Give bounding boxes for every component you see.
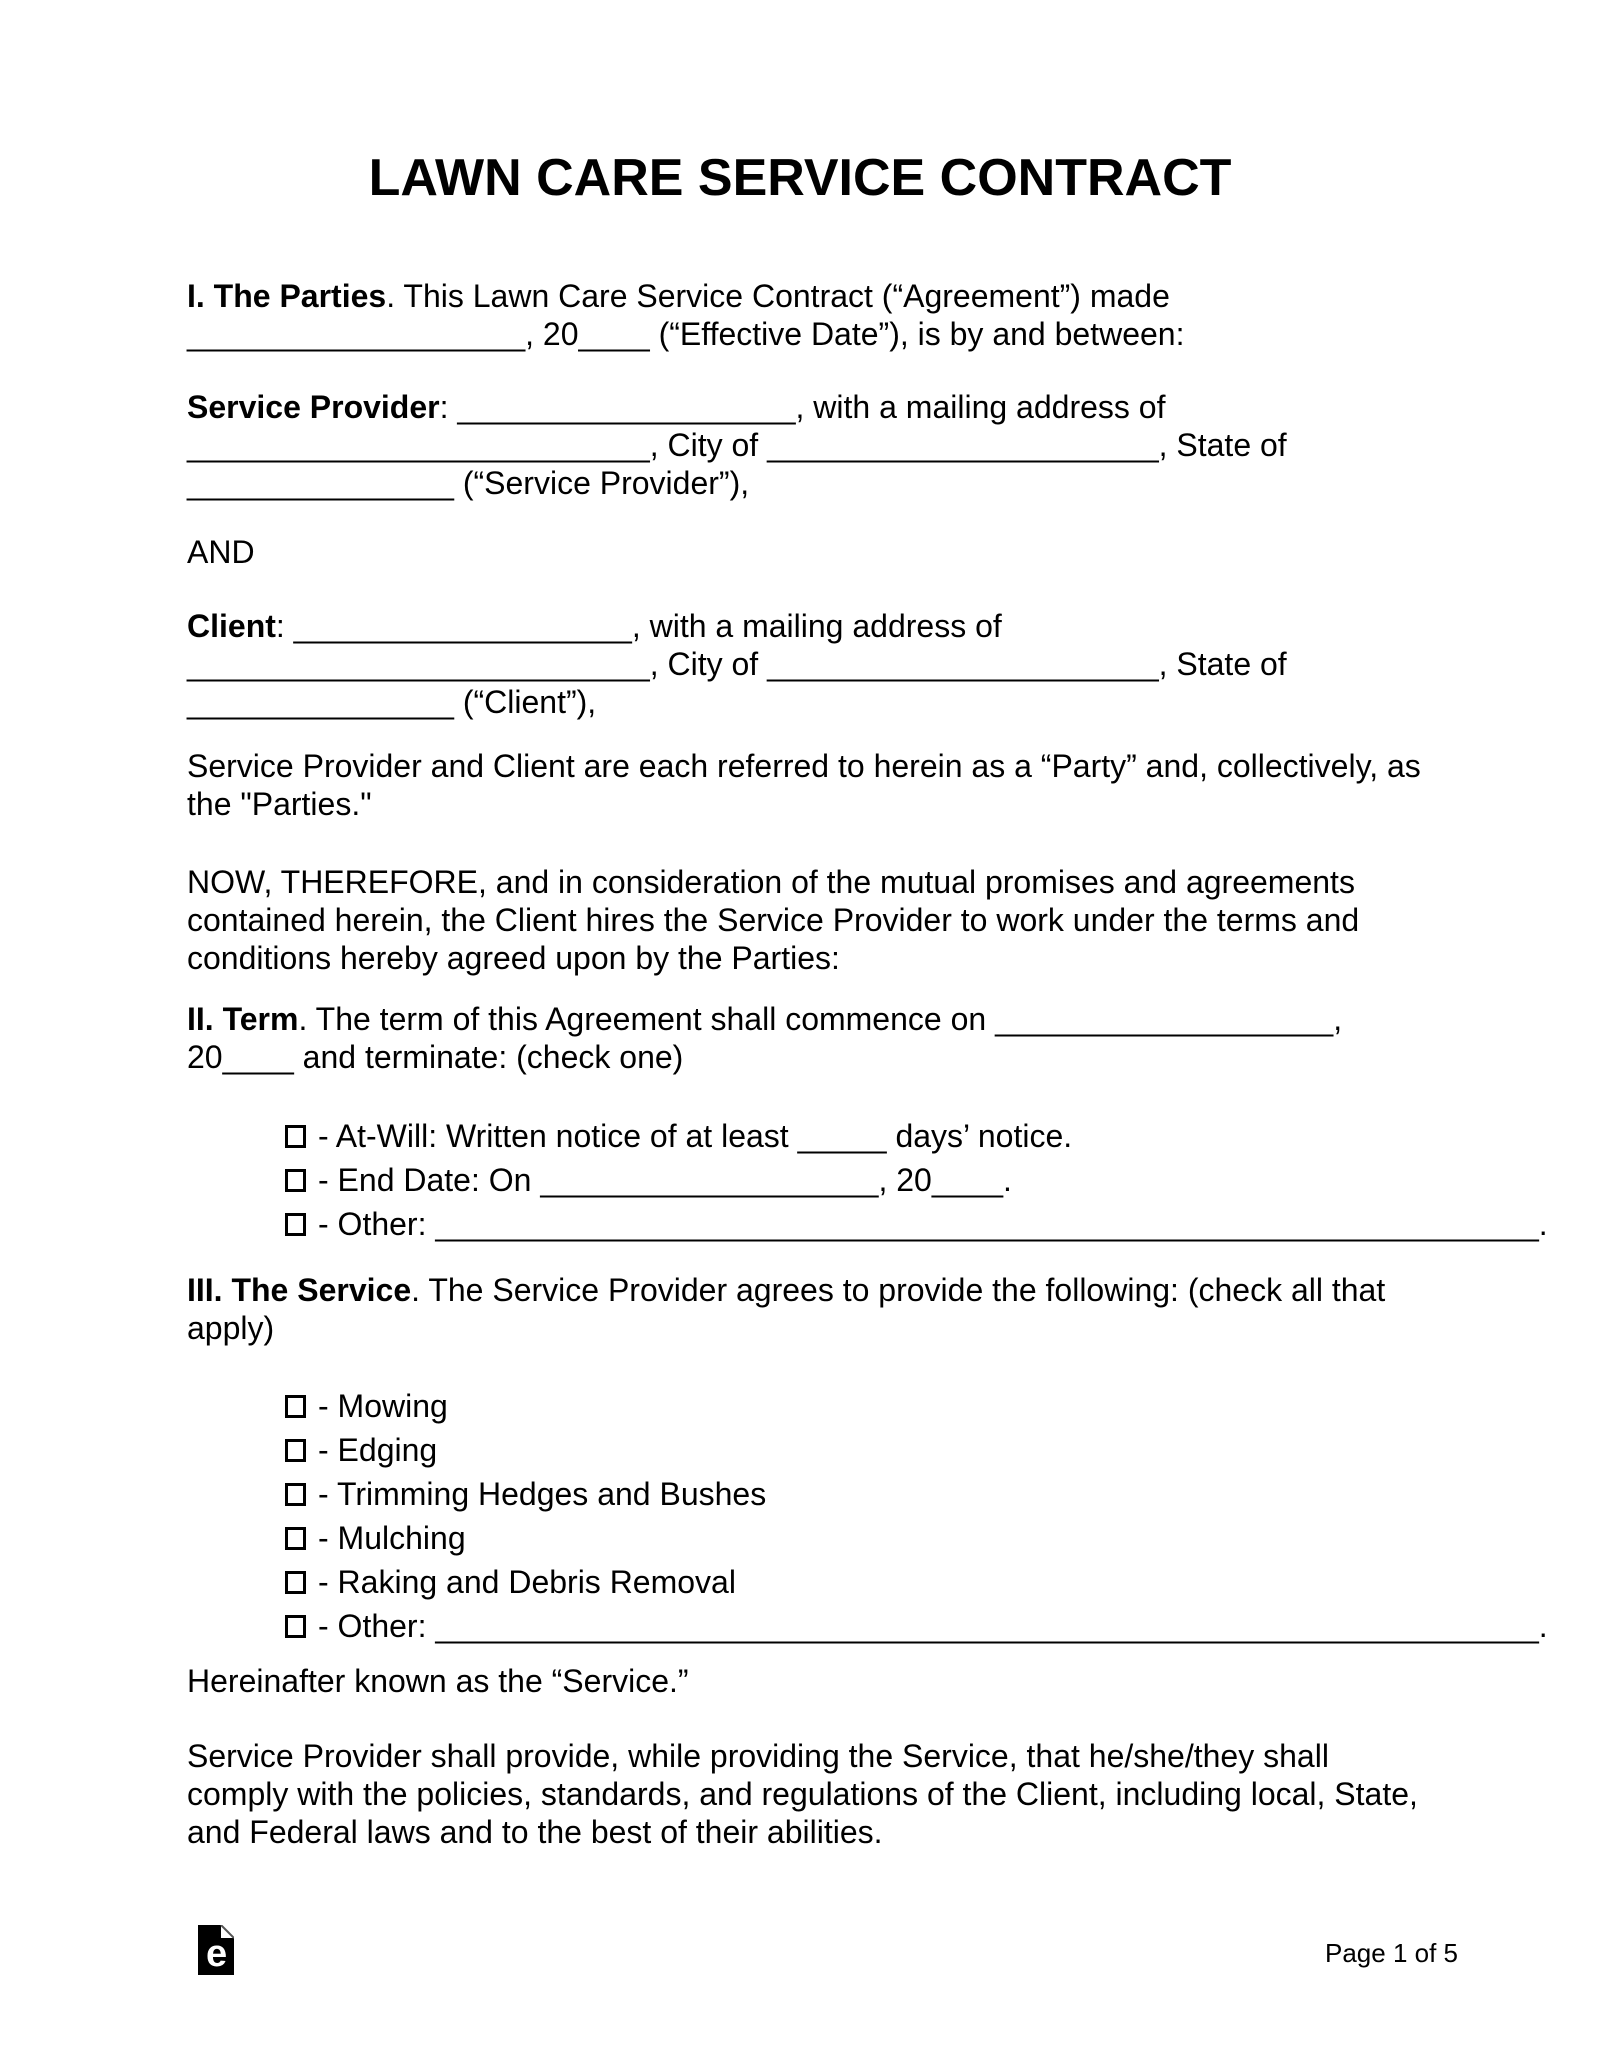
- text-run: : ___________________, with a mailing address of: [439, 389, 1166, 425]
- checkbox-icon[interactable]: [285, 1213, 306, 1236]
- section-service-provider: [187, 388, 1287, 502]
- text-run: . This Lawn Care Service Contract (“Agreement”) made: [386, 278, 1170, 314]
- text-line: contained herein, the Client hires the Service Provider to work under the terms and: [187, 902, 1360, 938]
- text-line: [187, 1000, 1342, 1038]
- logo-letter: e: [206, 1933, 228, 1975]
- text-line: [187, 607, 1287, 645]
- paragraph-party-clause: [187, 747, 1421, 823]
- page-title: LAWN CARE SERVICE CONTRACT: [368, 149, 1232, 207]
- text-line: [187, 388, 1287, 426]
- service-option-trimming: [285, 1472, 1548, 1516]
- checkbox-icon[interactable]: [285, 1483, 306, 1506]
- text-line: Hereinafter known as the “Service.”: [187, 1663, 689, 1699]
- checkbox-icon[interactable]: [285, 1169, 306, 1192]
- text-line: __________________________, City of ______________________, State of: [187, 427, 1287, 463]
- text-line: Service Provider and Client are each referred to herein as a “Party” and, collectively, as: [187, 748, 1421, 784]
- text-line: ___________________, 20____ (“Effective Date”), is by and between:: [187, 316, 1185, 352]
- checkbox-icon[interactable]: [285, 1527, 306, 1550]
- text-line: conditions hereby agreed upon by the Parties:: [187, 940, 840, 976]
- section-term: [187, 1000, 1342, 1076]
- service-option-mowing: [285, 1384, 1548, 1428]
- section-parties-heading: I. The Parties: [187, 278, 387, 314]
- service-options-list: [285, 1384, 1548, 1648]
- text-line: the "Parties.": [187, 786, 372, 822]
- text-line: apply): [187, 1310, 275, 1346]
- text-line: 20____ and terminate: (check one): [187, 1039, 684, 1075]
- text-run: . The term of this Agreement shall commence on ___________________,: [298, 1001, 1343, 1037]
- paragraph-compliance: [187, 1737, 1418, 1851]
- service-option-other: [285, 1604, 1548, 1648]
- service-option-label: - Edging: [318, 1432, 438, 1468]
- text-line: __________________________, City of ______________________, State of: [187, 646, 1287, 682]
- term-option-at-will: [285, 1114, 1548, 1158]
- term-option-label: - End Date: On ___________________, 20____.: [318, 1162, 1012, 1198]
- text-line: _______________ (“Service Provider”),: [187, 465, 750, 501]
- text-line: and Federal laws and to the best of their abilities.: [187, 1814, 883, 1850]
- service-provider-heading: Service Provider: [187, 389, 440, 425]
- text-line: comply with the policies, standards, and regulations of the Client, including local, State,: [187, 1776, 1418, 1812]
- term-option-end-date: [285, 1158, 1548, 1202]
- paragraph-now-therefore: [187, 863, 1359, 977]
- section-client: [187, 607, 1287, 721]
- checkbox-icon[interactable]: [285, 1125, 306, 1148]
- client-heading: Client: [187, 608, 276, 644]
- checkbox-icon[interactable]: [285, 1615, 306, 1638]
- service-option-label: - Trimming Hedges and Bushes: [318, 1476, 767, 1512]
- text-line: Service Provider shall provide, while providing the Service, that he/she/they shall: [187, 1738, 1329, 1774]
- checkbox-icon[interactable]: [285, 1395, 306, 1418]
- term-option-label: - At-Will: Written notice of at least _____ days’ notice.: [318, 1118, 1073, 1154]
- conjunction-and: [187, 533, 255, 571]
- service-option-label: - Other: ______________________________________________________________.: [318, 1608, 1548, 1644]
- section-parties: [187, 277, 1184, 353]
- text-line: [187, 1271, 1385, 1309]
- section-service: [187, 1271, 1385, 1347]
- text-line: [187, 277, 1184, 315]
- text-line: NOW, THEREFORE, and in consideration of the mutual promises and agreements: [187, 864, 1355, 900]
- service-option-edging: [285, 1428, 1548, 1472]
- service-option-label: - Raking and Debris Removal: [318, 1564, 736, 1600]
- service-option-label: - Mowing: [318, 1388, 448, 1424]
- term-option-other: [285, 1202, 1548, 1246]
- service-option-raking: [285, 1560, 1548, 1604]
- service-option-mulching: [285, 1516, 1548, 1560]
- text-run: : ___________________, with a mailing address of: [275, 608, 1002, 644]
- text-line: AND: [187, 534, 255, 570]
- paragraph-hereinafter: [187, 1662, 689, 1700]
- checkbox-icon[interactable]: [285, 1571, 306, 1594]
- term-heading: II. Term: [187, 1001, 299, 1037]
- service-option-label: - Mulching: [318, 1520, 466, 1556]
- eforms-logo: [198, 1925, 234, 1975]
- page-number-label: Page 1 of 5: [1325, 1938, 1458, 1968]
- service-heading: III. The Service: [187, 1272, 412, 1308]
- term-option-label: - Other: ______________________________________________________________.: [318, 1206, 1548, 1242]
- checkbox-icon[interactable]: [285, 1439, 306, 1462]
- text-line: _______________ (“Client”),: [187, 684, 597, 720]
- term-options-list: [285, 1114, 1548, 1246]
- text-run: . The Service Provider agrees to provide the following: (check all that: [411, 1272, 1386, 1308]
